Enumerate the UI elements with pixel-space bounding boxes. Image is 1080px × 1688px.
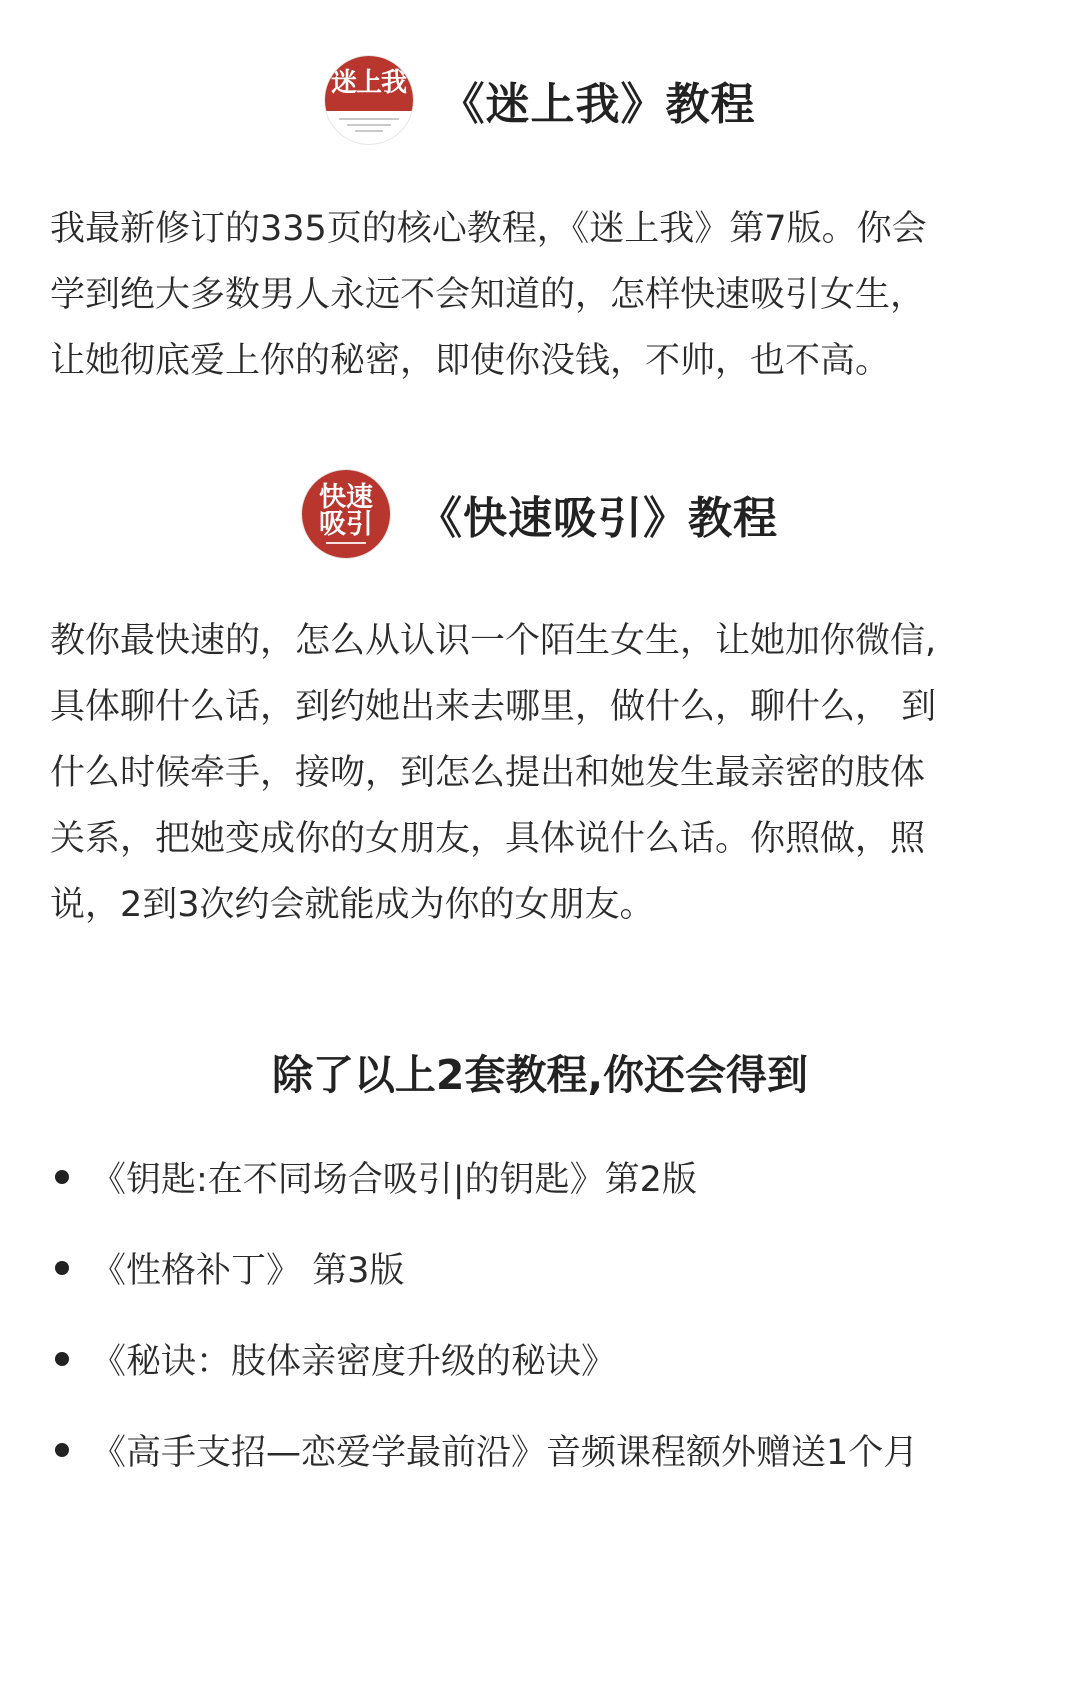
paragraph-line: 说，2到3次约会就能成为你的女朋友。 bbox=[50, 885, 655, 925]
kuaisuxiyin-logo-icon bbox=[302, 470, 390, 558]
list-item bbox=[50, 1239, 1050, 1297]
section-1-title: 《迷上我》教程 bbox=[440, 79, 756, 130]
paragraph-line: 教你最快速的，怎么从认识一个陌生女生，让她加你微信, bbox=[50, 621, 937, 661]
bullet-icon bbox=[55, 1352, 69, 1366]
section-2-title: 《快速吸引》教程 bbox=[418, 493, 778, 544]
bonus-item-label: 《钥匙:在不同场合吸引|的钥匙》第2版 bbox=[91, 1160, 697, 1200]
paragraph-line: 关系，把她变成你的女朋友，具体说什么话。你照做，照 bbox=[50, 819, 926, 859]
section-2-description bbox=[50, 608, 1030, 938]
logo-1-text: 迷上我 bbox=[330, 68, 406, 99]
logo-2-text: 快速吸引 bbox=[319, 482, 373, 540]
bonus-item-label: 《秘诀：肢体亲密度升级的秘诀》 bbox=[91, 1342, 617, 1382]
list-item bbox=[50, 1330, 1050, 1388]
bonus-heading: 除了以上2套教程,你还会得到 bbox=[271, 1051, 809, 1099]
bonus-item-label: 《高手支招—恋爱学最前沿》音频课程额外赠送1个月 bbox=[91, 1433, 919, 1473]
bullet-icon bbox=[55, 1261, 69, 1275]
mishangwo-logo-icon bbox=[325, 56, 413, 144]
section-2-header bbox=[0, 470, 1080, 558]
paragraph-line: 具体聊什么话，到约她出来去哪里，做什么，聊什么， 到 bbox=[50, 687, 937, 727]
bullet-icon bbox=[55, 1443, 69, 1457]
section-1-header bbox=[0, 56, 1080, 144]
list-item bbox=[50, 1148, 1050, 1206]
bullet-icon bbox=[55, 1170, 69, 1184]
paragraph-line: 学到绝大多数男人永远不会知道的，怎样快速吸引女生， bbox=[50, 275, 926, 315]
bonus-item-label: 《性格补丁》 第3版 bbox=[91, 1251, 405, 1291]
list-item bbox=[50, 1421, 1050, 1479]
paragraph-line: 让她彻底爱上你的秘密，即使你没钱，不帅，也不高。 bbox=[50, 341, 891, 381]
paragraph-line: 什么时候牵手，接吻，到怎么提出和她发生最亲密的肢体 bbox=[50, 753, 926, 793]
bonus-list bbox=[50, 1148, 1050, 1512]
section-1-description bbox=[50, 196, 1030, 394]
paragraph-line: 我最新修订的335页的核心教程，《迷上我》第7版。你会 bbox=[50, 209, 927, 249]
